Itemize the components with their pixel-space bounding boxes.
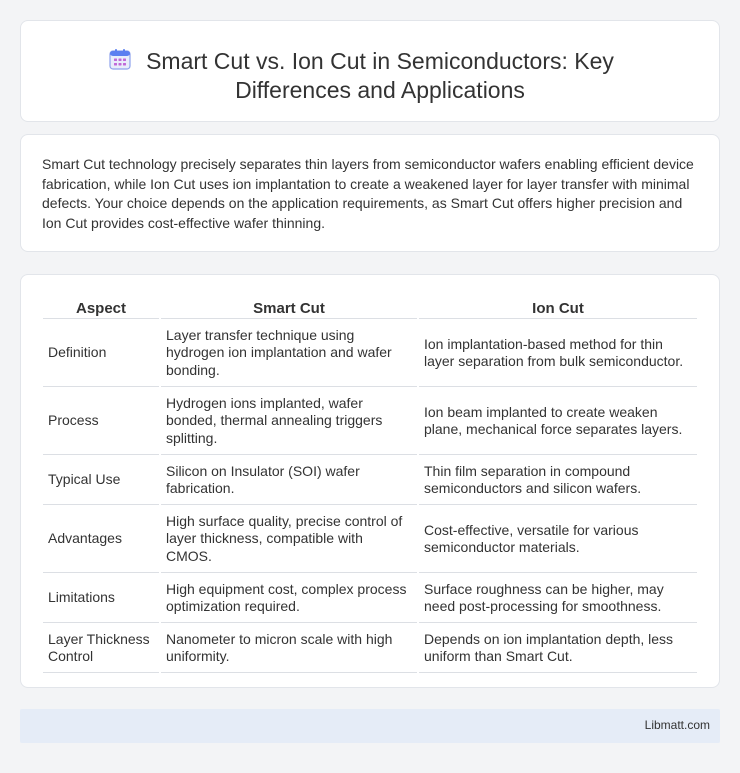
table-header-row [43, 297, 697, 319]
aspect-cell: Process [43, 389, 159, 455]
aspect-cell: Layer Thickness Control [43, 625, 159, 673]
ion-cut-cell: Cost-effective, versatile for various semiconductor materials. [419, 507, 697, 573]
aspect-cell: Typical Use [43, 457, 159, 505]
smart-cut-cell: Layer transfer technique using hydrogen ion implantation and wafer bonding. [161, 321, 417, 387]
ion-cut-cell: Thin film separation in compound semiconductors and silicon wafers. [419, 457, 697, 505]
column-header-aspect: Aspect [43, 297, 159, 319]
smart-cut-cell: High equipment cost, complex process optimization required. [161, 575, 417, 623]
smart-cut-cell: Hydrogen ions implanted, wafer bonded, thermal annealing triggers splitting. [161, 389, 417, 455]
comparison-table [41, 295, 699, 675]
footer-bar [20, 709, 720, 743]
title-card [20, 20, 720, 122]
table-row [43, 575, 697, 623]
aspect-cell: Definition [43, 321, 159, 387]
ion-cut-cell: Ion implantation-based method for thin layer separation from bulk semiconductor. [419, 321, 697, 387]
smart-cut-cell: Silicon on Insulator (SOI) wafer fabrication. [161, 457, 417, 505]
table-row [43, 625, 697, 673]
intro-paragraph: Smart Cut technology precisely separates thin layers from semiconductor wafers enabling efficient device fabrication, while Ion Cut uses ion implantation to create a weakened layer for layer transfer with minimal defects. Your choice depends on the application requirements, as Smart Cut offers higher precision and Ion Cut provides cost-effective wafer thinning. [42, 156, 694, 231]
intro-card [20, 134, 720, 252]
aspect-cell: Advantages [43, 507, 159, 573]
smart-cut-cell: High surface quality, precise control of layer thickness, compatible with CMOS. [161, 507, 417, 573]
table-row [43, 507, 697, 573]
page-title-wrapper [21, 47, 719, 105]
table-row [43, 389, 697, 455]
comparison-card [20, 274, 720, 688]
aspect-cell: Limitations [43, 575, 159, 623]
column-header-ion-cut: Ion Cut [419, 297, 697, 319]
page-title: Smart Cut vs. Ion Cut in Semiconductors: Key Differences and Applications [146, 48, 614, 103]
smart-cut-cell: Nanometer to micron scale with high uniformity. [161, 625, 417, 673]
ion-cut-cell: Ion beam implanted to create weaken plane, mechanical force separates layers. [419, 389, 697, 455]
ion-cut-cell: Depends on ion implantation depth, less uniform than Smart Cut. [419, 625, 697, 673]
table-row [43, 457, 697, 505]
ion-cut-cell: Surface roughness can be higher, may need post-processing for smoothness. [419, 575, 697, 623]
footer-brand-link[interactable]: Libmatt.com [644, 718, 710, 732]
table-row [43, 321, 697, 387]
column-header-smart-cut: Smart Cut [161, 297, 417, 319]
